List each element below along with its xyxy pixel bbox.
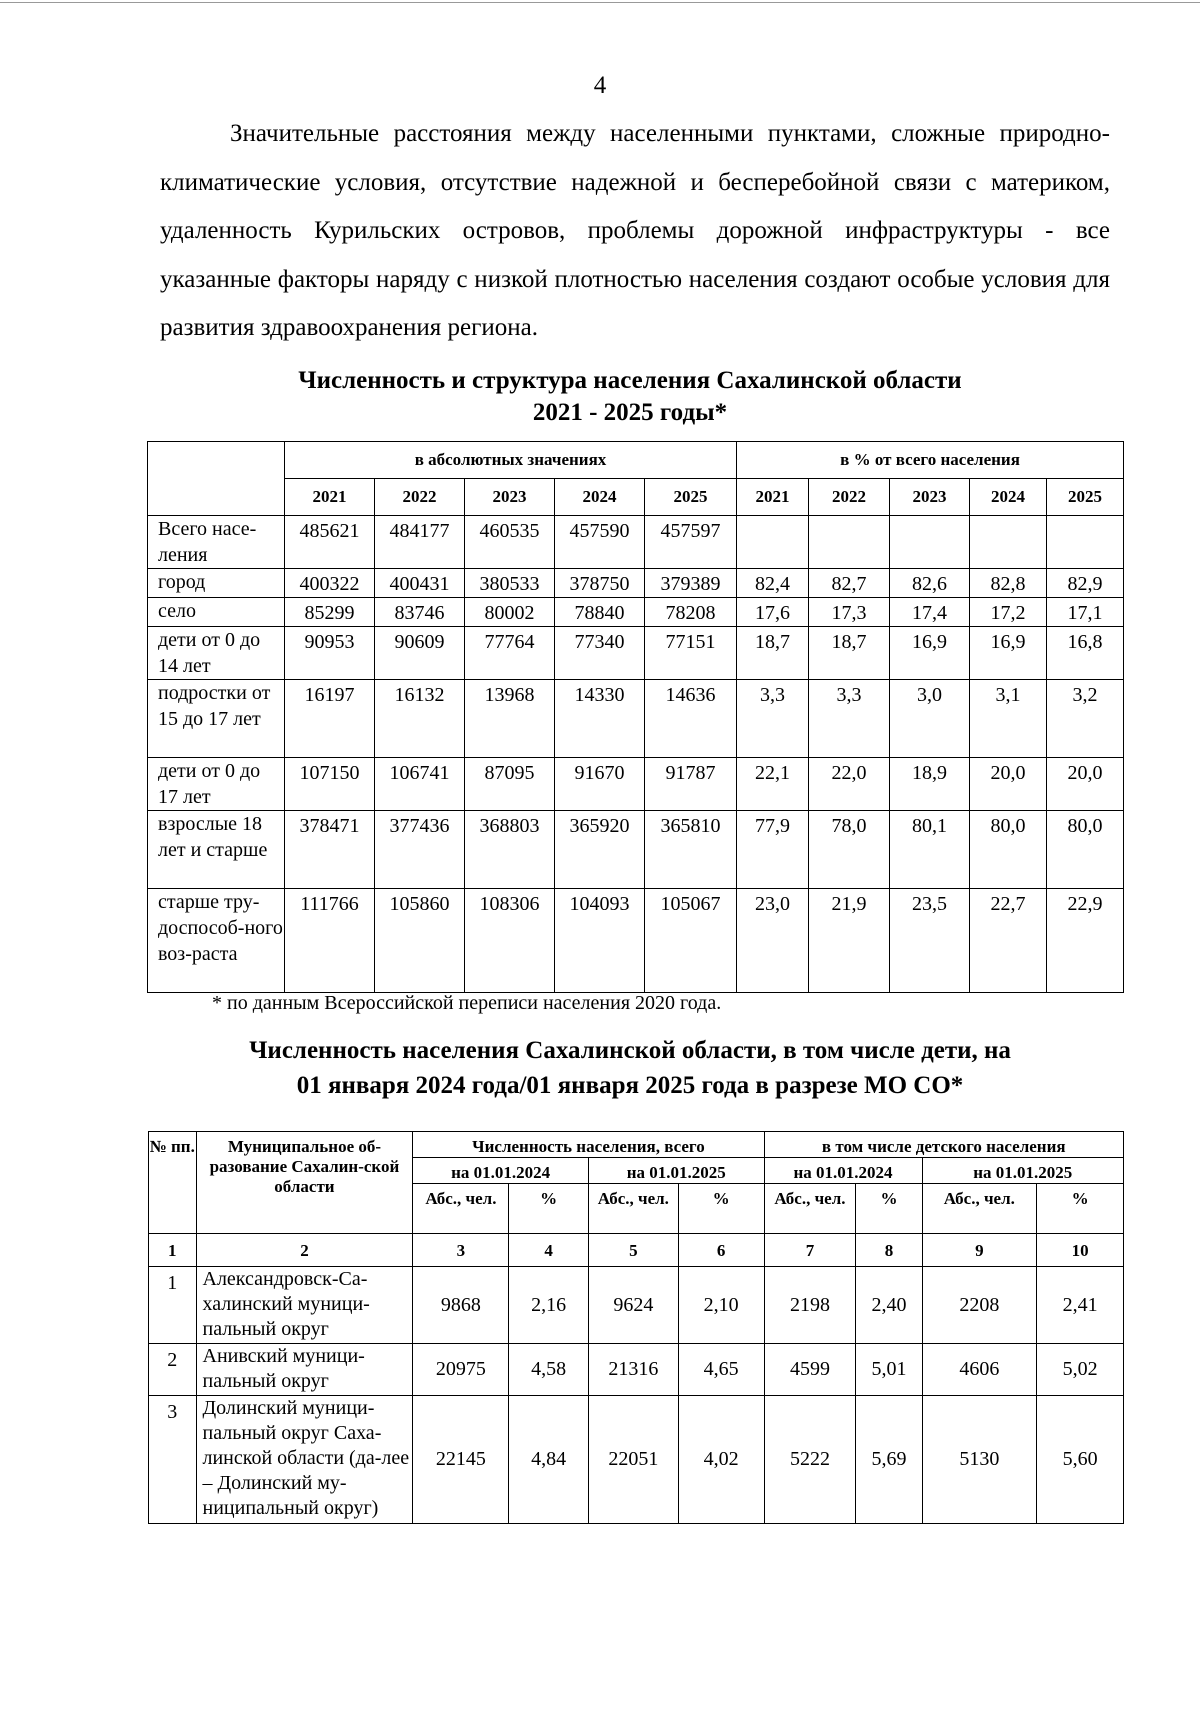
table1-pct-cell: 18,9	[890, 758, 970, 811]
table1-group-header-row	[148, 442, 1124, 479]
table1-pct-cell: 23,5	[890, 889, 970, 993]
table2-value-cell: 22051	[588, 1396, 678, 1524]
table1-abs-cell: 77764	[465, 627, 555, 680]
table2-value-cell: 4599	[764, 1344, 856, 1396]
table1-row	[148, 516, 1124, 569]
table1-abs-cell: 16197	[285, 680, 375, 758]
table1-row	[148, 598, 1124, 627]
table2-row	[149, 1396, 1124, 1524]
table1-abs-cell: 400322	[285, 569, 375, 598]
table1-row-label: дети от 0 до 14 лет	[148, 627, 285, 680]
table2-value-cell: 2198	[764, 1267, 856, 1344]
table1-abs-cell: 83746	[375, 598, 465, 627]
table1-row-label: город	[148, 569, 285, 598]
table1-pct-cell: 20,0	[970, 758, 1047, 811]
table2-value-cell: 5,69	[856, 1396, 922, 1524]
table2-row	[149, 1344, 1124, 1396]
table1-abs-cell: 90609	[375, 627, 465, 680]
table2-pct-header: %	[678, 1184, 764, 1234]
top-border-line	[0, 2, 1200, 3]
table1-pct-cell: 17,3	[809, 598, 890, 627]
population-structure-table	[147, 441, 1124, 993]
table2-row-number: 1	[149, 1267, 197, 1344]
table2-header-row1	[149, 1132, 1124, 1158]
table1-title-line2: 2021 - 2025 годы*	[532, 399, 728, 426]
table1-pct-cell: 78,0	[809, 811, 890, 889]
table1-abs-cell: 368803	[465, 811, 555, 889]
table2-header-children: в том числе детского населения	[764, 1132, 1123, 1158]
table2-column-number: 10	[1037, 1234, 1124, 1267]
table1-year-header: 2021	[285, 479, 375, 516]
table1-pct-cell: 16,9	[890, 627, 970, 680]
table1-pct-cell: 18,7	[809, 627, 890, 680]
table1-year-header: 2025	[645, 479, 737, 516]
table2-row	[149, 1267, 1124, 1344]
table2-header-no: № пп.	[149, 1132, 197, 1234]
table1-pct-cell: 17,6	[737, 598, 809, 627]
table2-value-cell: 4606	[922, 1344, 1037, 1396]
table2-row-number: 2	[149, 1344, 197, 1396]
table1-year-header: 2022	[809, 479, 890, 516]
table1-abs-cell: 91670	[555, 758, 645, 811]
table1-abs-cell: 378471	[285, 811, 375, 889]
table2-column-number: 3	[413, 1234, 509, 1267]
table1-pct-cell: 20,0	[1047, 758, 1124, 811]
table2-value-cell: 22145	[413, 1396, 509, 1524]
table2-pct-header: %	[856, 1184, 922, 1234]
table2-value-cell: 4,84	[509, 1396, 589, 1524]
table1-abs-cell: 87095	[465, 758, 555, 811]
table2-pct-header: %	[1037, 1184, 1124, 1234]
table1-row-label: дети от 0 до 17 лет	[148, 758, 285, 811]
table1-pct-cell: 82,9	[1047, 569, 1124, 598]
table1-pct-cell: 23,0	[737, 889, 809, 993]
table1-pct-cell: 16,9	[970, 627, 1047, 680]
table2-abs-header: Абс., чел.	[588, 1184, 678, 1234]
table2-municipality-name: Анивский муници-пальный округ	[196, 1344, 413, 1396]
table2-title-line2: 01 января 2024 года/01 января 2025 года в разрезе МО СО*	[296, 1072, 964, 1099]
table1-row-label: старше тру-доспособ-ного воз-раста	[148, 889, 285, 993]
municipal-population-table	[148, 1131, 1124, 1524]
table1-abs-cell: 377436	[375, 811, 465, 889]
table1-row-label: Всего насе-ления	[148, 516, 285, 569]
table1-abs-cell: 16132	[375, 680, 465, 758]
table1-pct-cell: 22,7	[970, 889, 1047, 993]
table1-abs-cell: 485621	[285, 516, 375, 569]
table2-column-number: 1	[149, 1234, 197, 1267]
table1-abs-cell: 13968	[465, 680, 555, 758]
table1-abs-cell: 80002	[465, 598, 555, 627]
table2-value-cell: 9868	[413, 1267, 509, 1344]
table1-title	[150, 365, 1110, 429]
table1-pct-cell: 82,6	[890, 569, 970, 598]
table1-pct-cell: 80,1	[890, 811, 970, 889]
table2-value-cell: 9624	[588, 1267, 678, 1344]
table1-abs-cell: 14636	[645, 680, 737, 758]
table2-header-mo: Муниципальное об-разование Сахалин-ской области	[196, 1132, 413, 1234]
table1-abs-cell: 457597	[645, 516, 737, 569]
table2-value-cell: 20975	[413, 1344, 509, 1396]
table1-pct-cell	[890, 516, 970, 569]
table1-pct-cell: 82,8	[970, 569, 1047, 598]
table2-title-line1: Численность населения Сахалинской области, в том числе дети, на	[249, 1037, 1011, 1064]
table1-abs-cell: 91787	[645, 758, 737, 811]
table1-abs-cell: 457590	[555, 516, 645, 569]
table2-value-cell: 2,10	[678, 1267, 764, 1344]
table1-pct-cell	[737, 516, 809, 569]
table1-abs-cell: 484177	[375, 516, 465, 569]
table1-row	[148, 889, 1124, 993]
table1-year-header: 2023	[890, 479, 970, 516]
table2-value-cell: 21316	[588, 1344, 678, 1396]
table2-value-cell: 5222	[764, 1396, 856, 1524]
table1-pct-cell: 17,2	[970, 598, 1047, 627]
table1-pct-cell: 3,2	[1047, 680, 1124, 758]
table1-abs-cell: 90953	[285, 627, 375, 680]
table1-pct-cell: 22,0	[809, 758, 890, 811]
table1-abs-cell: 77151	[645, 627, 737, 680]
table2-column-number: 7	[764, 1234, 856, 1267]
intro-paragraph: Значительные расстояния между населенными пунктами, сложные природно-климатические условия, отсутствие надежной и бесперебойной связи с материком, удаленность Курильских островов, проблемы дорожной инфраструктуры - все указанные факторы наряду с низкой плотностью населения создают особые условия для развития здравоохранения региона.	[160, 120, 1110, 341]
table1-pct-cell: 21,9	[809, 889, 890, 993]
table1-row	[148, 811, 1124, 889]
table2-abs-header: Абс., чел.	[922, 1184, 1037, 1234]
table1-year-header: 2024	[555, 479, 645, 516]
table1-abs-cell: 105067	[645, 889, 737, 993]
table2-abs-header: Абс., чел.	[764, 1184, 856, 1234]
table1-abs-cell: 108306	[465, 889, 555, 993]
table1-abs-cell: 78208	[645, 598, 737, 627]
table1-abs-cell: 460535	[465, 516, 555, 569]
table2-value-cell: 4,02	[678, 1396, 764, 1524]
table1-year-header: 2025	[1047, 479, 1124, 516]
table2-value-cell: 2,40	[856, 1267, 922, 1344]
table1-row	[148, 569, 1124, 598]
table2-municipality-name: Долинский муници-пальный округ Саха-линской области (да-лее – Долинский му-ниципальный округ)	[196, 1396, 413, 1524]
table2-column-number-row	[149, 1234, 1124, 1267]
table1-row	[148, 758, 1124, 811]
table2-pct-header: %	[509, 1184, 589, 1234]
table2-date-header: на 01.01.2024	[764, 1158, 922, 1184]
table2-column-number: 2	[196, 1234, 413, 1267]
table1-pct-cell	[1047, 516, 1124, 569]
table1-pct-cell: 80,0	[970, 811, 1047, 889]
table1-abs-cell: 77340	[555, 627, 645, 680]
table2-column-number: 6	[678, 1234, 764, 1267]
table2-municipality-name: Александровск-Са-халинский муници-пальный округ	[196, 1267, 413, 1344]
table1-pct-cell: 82,7	[809, 569, 890, 598]
table1-row-label: село	[148, 598, 285, 627]
table1-year-header: 2023	[465, 479, 555, 516]
table2-value-cell: 5,01	[856, 1344, 922, 1396]
table1-pct-cell: 3,0	[890, 680, 970, 758]
table1-pct-cell: 82,4	[737, 569, 809, 598]
table1-pct-cell: 22,9	[1047, 889, 1124, 993]
table1-abs-cell: 105860	[375, 889, 465, 993]
table2-column-number: 8	[856, 1234, 922, 1267]
table1-pct-cell: 22,1	[737, 758, 809, 811]
table1-pct-cell: 3,1	[970, 680, 1047, 758]
table2-value-cell: 4,65	[678, 1344, 764, 1396]
table1-row-label: взрослые 18 лет и старше	[148, 811, 285, 889]
table1-year-header: 2022	[375, 479, 465, 516]
table1-pct-cell: 17,1	[1047, 598, 1124, 627]
table2-row-number: 3	[149, 1396, 197, 1524]
table2-title	[150, 1033, 1110, 1103]
table1-pct-cell: 18,7	[737, 627, 809, 680]
table2-value-cell: 5,60	[1037, 1396, 1124, 1524]
table1-pct-cell	[809, 516, 890, 569]
table1-year-header-row	[148, 479, 1124, 516]
table1-abs-cell: 104093	[555, 889, 645, 993]
table2-date-header: на 01.01.2025	[588, 1158, 764, 1184]
table1-group-pct: в % от всего населения	[737, 442, 1124, 479]
table1-abs-cell: 400431	[375, 569, 465, 598]
table2-header-total: Численность населения, всего	[413, 1132, 764, 1158]
table1-corner-cell	[148, 442, 285, 516]
table2-column-number: 5	[588, 1234, 678, 1267]
table1-abs-cell: 14330	[555, 680, 645, 758]
table1-row	[148, 680, 1124, 758]
table1-pct-cell: 77,9	[737, 811, 809, 889]
table1-abs-cell: 365920	[555, 811, 645, 889]
table1-pct-cell: 80,0	[1047, 811, 1124, 889]
table2-value-cell: 2,16	[509, 1267, 589, 1344]
table1-year-header: 2024	[970, 479, 1047, 516]
table2-column-number: 9	[922, 1234, 1037, 1267]
table1-pct-cell: 17,4	[890, 598, 970, 627]
table2-value-cell: 4,58	[509, 1344, 589, 1396]
table1-abs-cell: 365810	[645, 811, 737, 889]
table1-abs-cell: 106741	[375, 758, 465, 811]
table1-abs-cell: 107150	[285, 758, 375, 811]
table2-column-number: 4	[509, 1234, 589, 1267]
table2-value-cell: 5130	[922, 1396, 1037, 1524]
table1-abs-cell: 379389	[645, 569, 737, 598]
table1-title-line1: Численность и структура населения Сахалинской области	[298, 367, 962, 394]
table1-row-label: подростки от 15 до 17 лет	[148, 680, 285, 758]
table2-abs-header: Абс., чел.	[413, 1184, 509, 1234]
table1-abs-cell: 378750	[555, 569, 645, 598]
table1-abs-cell: 78840	[555, 598, 645, 627]
table1-pct-cell	[970, 516, 1047, 569]
table1-year-header: 2021	[737, 479, 809, 516]
table1-pct-cell: 3,3	[737, 680, 809, 758]
table1-group-abs: в абсолютных значениях	[285, 442, 737, 479]
table2-value-cell: 2208	[922, 1267, 1037, 1344]
table2-date-header: на 01.01.2024	[413, 1158, 589, 1184]
page-number: 4	[593, 72, 607, 99]
table1-abs-cell: 85299	[285, 598, 375, 627]
table1-pct-cell: 3,3	[809, 680, 890, 758]
table2-value-cell: 5,02	[1037, 1344, 1124, 1396]
table1-footnote: * по данным Всероссийской переписи населения 2020 года.	[212, 992, 722, 1014]
table1-abs-cell: 380533	[465, 569, 555, 598]
table2-date-header: на 01.01.2025	[922, 1158, 1123, 1184]
table1-pct-cell: 16,8	[1047, 627, 1124, 680]
table2-value-cell: 2,41	[1037, 1267, 1124, 1344]
table1-abs-cell: 111766	[285, 889, 375, 993]
table1-row	[148, 627, 1124, 680]
